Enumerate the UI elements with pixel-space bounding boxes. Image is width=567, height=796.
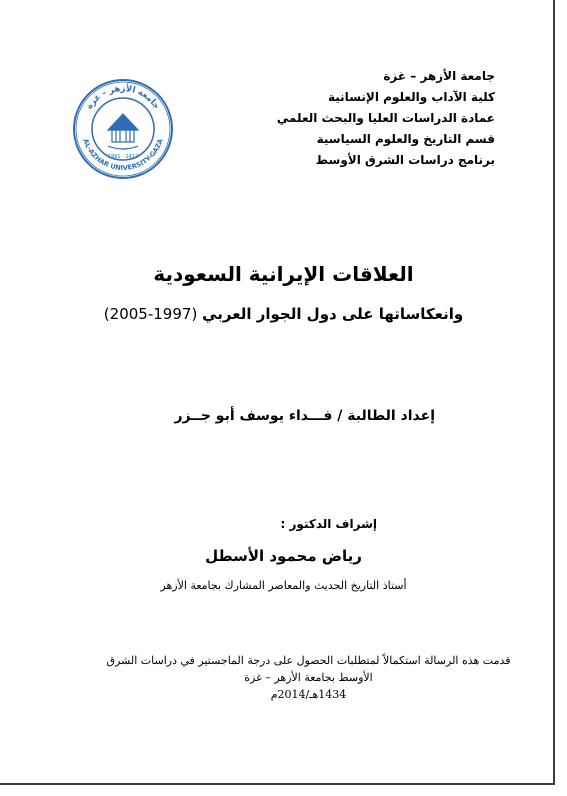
supervisor-name: رياض محمود الأسطل xyxy=(205,547,362,565)
logo-ring-bottom-text: AL-AZHAR UNIVERSITY-GAZA xyxy=(81,137,165,173)
submission-line-1: قدمت هذه الرسالة استكمالاً لمتطلبات الحصول على درجة الماجستير في دراسات الشرق xyxy=(106,654,511,667)
thesis-subtitle-text: وانعكاساتها على دول الجوار العربي xyxy=(202,305,464,323)
thesis-subtitle xyxy=(0,305,567,323)
university-name: جامعة الأزهر – غزة xyxy=(383,69,495,83)
thesis-subtitle-years: (1997-2005) xyxy=(103,305,198,323)
logo-ring-top-text: جامعة الأزهر - غزة xyxy=(84,84,162,112)
supervisor-title: أستاذ التاريخ الحديث والمعاصر المشارك بجامعة الأزهر xyxy=(160,579,407,592)
submission-date: 1434هـ/2014م xyxy=(270,688,347,701)
deanship-name: عمادة الدراسات العليا والبحث العلمي xyxy=(276,111,495,125)
logo-years: 1991 - 1412 xyxy=(107,154,139,160)
institution-header xyxy=(255,66,495,171)
author-line: إعداد الطالبة / فـــداء يوسف أبو جــزر xyxy=(174,408,435,424)
department-name: قسم التاريخ والعلوم السياسية xyxy=(316,132,495,146)
supervisor-label: إشراف الدكتور : xyxy=(280,517,377,531)
submission-statement xyxy=(100,652,517,703)
thesis-title: العلاقات الإيرانية السعودية xyxy=(153,262,414,286)
submission-line-2: الأوسط بجامعة الأزهر – غزة xyxy=(244,671,373,684)
university-logo-icon xyxy=(72,78,174,180)
faculty-name: كلية الآداب والعلوم الإنسانية xyxy=(328,90,495,104)
program-name: برنامج دراسات الشرق الأوسط xyxy=(315,153,495,167)
